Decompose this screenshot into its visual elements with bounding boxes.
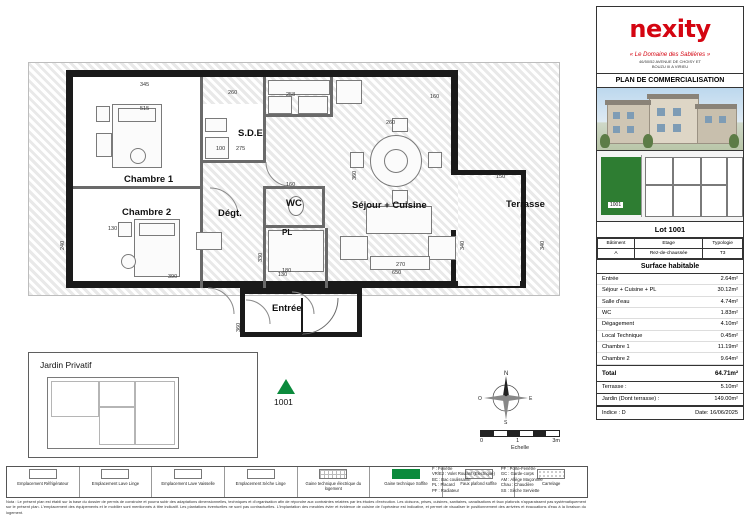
electrical-duct-icon xyxy=(319,469,347,479)
photo-tree xyxy=(643,134,653,148)
svg-text:O: O xyxy=(478,396,482,402)
abbrev-col-2 xyxy=(501,466,543,493)
dim-345: 345 xyxy=(140,82,150,88)
dim-100: 100 xyxy=(216,146,226,152)
surface-label: Chambre 2 xyxy=(602,355,630,362)
label-entree: Entrée xyxy=(272,303,302,314)
dim-650: 650 xyxy=(392,270,402,276)
lot-header-etage: Etage xyxy=(634,238,702,248)
document-title: PLAN DE COMMERCIALISATION xyxy=(597,73,743,88)
surface-value: 1.83m² xyxy=(720,310,738,317)
surface-label: Salle d'eau xyxy=(602,298,630,305)
legend-label: Emplacement Lave Linge xyxy=(91,481,140,486)
washer-icon xyxy=(101,469,129,479)
legend-label: Carrelage xyxy=(541,481,561,486)
date-label: Date: 16/06/2025 xyxy=(695,409,738,416)
abbrev-item: AM : Allège Maçonnée xyxy=(500,476,543,482)
dim-258: 258 xyxy=(286,92,296,98)
total-value: 64.71m² xyxy=(714,369,738,377)
garden-row xyxy=(597,394,743,406)
lot-marker-label: 1001 xyxy=(274,397,293,407)
surface-row xyxy=(597,353,743,364)
fridge-icon xyxy=(29,469,57,479)
photo-window xyxy=(657,124,665,132)
legend-item xyxy=(7,467,80,497)
legend-label: Emplacement Lave Vaisselle xyxy=(161,481,215,486)
photo-window xyxy=(613,126,620,133)
photo-roof-center xyxy=(647,94,699,99)
surface-row xyxy=(597,319,743,330)
building-photo xyxy=(597,88,743,151)
key-plan-unit xyxy=(673,157,701,185)
abbrev-item: GC : Garde-corps xyxy=(500,471,534,477)
lot-value-typologie: T3 xyxy=(703,248,743,258)
surface-value: 11.19m² xyxy=(717,344,738,351)
legend-item xyxy=(80,467,153,497)
dim-270: 270 xyxy=(396,262,406,268)
jardin-mini-room3 xyxy=(99,407,135,445)
surface-value: 4.10m² xyxy=(720,321,738,328)
key-plan xyxy=(597,151,743,222)
lot-header-batiment: Bâtiment xyxy=(598,238,635,248)
svg-text:N: N xyxy=(504,371,509,377)
surface-label: Dégagement xyxy=(602,321,635,328)
scale-tick-2: 3m xyxy=(552,438,560,444)
lot-header-typologie: Typologie xyxy=(703,238,743,248)
photo-window xyxy=(627,126,634,133)
photo-tree xyxy=(729,134,739,148)
photo-window xyxy=(705,116,712,123)
program-address xyxy=(597,58,743,73)
legend-item xyxy=(152,467,225,497)
dim-260: 260 xyxy=(228,90,238,96)
footer-row xyxy=(597,406,743,419)
photo-building-center xyxy=(649,98,699,144)
terrace-value: 5.10m² xyxy=(720,384,738,391)
nexity-logo xyxy=(597,7,743,51)
abbrev-item: F : Fenêtre xyxy=(432,466,453,471)
surface-list xyxy=(597,274,743,365)
garden-value: 149.00m² xyxy=(714,396,738,403)
brand-block xyxy=(596,6,744,420)
dim-180: 180 xyxy=(282,268,292,274)
abbrev-item: BC : Bac coulissante xyxy=(432,476,471,482)
label-sde: S.D.E xyxy=(238,128,263,139)
key-plan-unit xyxy=(727,157,743,217)
lot-table xyxy=(597,238,743,259)
key-plan-divider xyxy=(641,155,642,217)
dim-340: 340 xyxy=(460,240,466,250)
dryer-icon xyxy=(247,469,275,479)
photo-tree xyxy=(600,134,610,148)
dim-160: 160 xyxy=(286,182,296,188)
key-plan-unit xyxy=(701,157,727,185)
terrace-label: Terrasse : xyxy=(602,384,627,391)
legend-label: Emplacement Sèche Linge xyxy=(235,481,286,486)
abbrev-item: Chau : Chaudière xyxy=(500,482,534,488)
scale-bar xyxy=(480,430,560,451)
scale-tick-0: 0 xyxy=(480,438,484,444)
surface-row xyxy=(597,342,743,353)
surface-label: Entrée xyxy=(602,275,619,282)
scale-tick-1: 1 xyxy=(516,438,520,444)
jardin-mini-terrace xyxy=(135,381,175,445)
key-plan-unit xyxy=(701,185,727,217)
legend-item xyxy=(225,467,298,497)
surface-row xyxy=(597,331,743,342)
surface-label: Chambre 1 xyxy=(602,344,630,351)
legend-label: Emplacement Réfrigérateur xyxy=(17,481,69,486)
photo-window xyxy=(613,112,620,119)
abbrev-item: VR/EJ : Volet Roulant (Electrique) xyxy=(432,471,495,477)
surface-label: Local Technique xyxy=(602,332,643,339)
abbreviation-list xyxy=(432,466,587,493)
surface-row xyxy=(597,274,743,285)
abbrev-item: SS : Sèche Serviette xyxy=(500,487,540,493)
surface-row xyxy=(597,308,743,319)
entry-door-arc xyxy=(240,288,365,344)
abbrev-item: PL : Placard xyxy=(432,482,455,488)
legend-label: Faux plafond soffite xyxy=(460,481,497,486)
legend-label: Gaine technique électrique du logement xyxy=(305,481,362,492)
dim-360: 360 xyxy=(352,170,358,180)
label-degt: Dégt. xyxy=(218,208,242,219)
lot-value-etage: Rez-de-chaussée xyxy=(634,248,702,258)
technical-duct-icon xyxy=(392,469,420,479)
svg-text:S: S xyxy=(504,420,508,424)
dim-130: 130 xyxy=(278,272,288,278)
info-panel xyxy=(596,6,744,523)
dim-360b: 360 xyxy=(236,322,242,332)
key-plan-highlight xyxy=(601,157,641,215)
address-line-2: BOUZU III A VIRIEU xyxy=(651,64,689,70)
photo-window xyxy=(673,124,681,132)
photo-window xyxy=(657,108,665,116)
total-label: Total xyxy=(602,369,617,377)
label-pl: PL xyxy=(282,228,293,237)
lot-table-value-row xyxy=(598,248,743,258)
photo-window xyxy=(719,116,726,123)
surface-row xyxy=(597,285,743,296)
dim-390: 390 xyxy=(168,274,178,280)
scale-caption: Echelle xyxy=(510,445,530,451)
label-wc: WC xyxy=(286,198,302,209)
key-plan-lot-label: 1001 xyxy=(607,201,624,209)
garden-label: Jardin (Dont terrasse) : xyxy=(602,396,660,403)
dim-160b: 160 xyxy=(430,94,440,100)
label-chambre1: Chambre 1 xyxy=(124,174,174,185)
program-name: « Le Domaine des Sablières » xyxy=(629,52,711,58)
surface-label: Séjour + Cuisine + PL xyxy=(602,287,657,294)
photo-roof-left xyxy=(605,100,651,105)
key-plan-unit xyxy=(673,185,701,217)
dim-330: 330 xyxy=(258,252,264,262)
dishwasher-icon xyxy=(174,469,202,479)
surface-value: 30.12m² xyxy=(717,287,738,294)
abbrev-item: PF : Porte-Fenêtre xyxy=(500,466,536,471)
logo-text: nexity xyxy=(629,15,711,43)
surface-value: 4.74m² xyxy=(720,298,738,305)
abbrev-item: PF : Radiateur xyxy=(432,487,459,493)
lot-title: Lot 1001 xyxy=(597,222,743,238)
dim-130b: 130 xyxy=(108,226,118,232)
key-plan-unit xyxy=(645,185,673,217)
legend-item xyxy=(298,467,371,497)
surface-label: WC xyxy=(602,310,612,317)
lot-marker-triangle xyxy=(277,379,295,394)
photo-window xyxy=(673,108,681,116)
dim-240: 240 xyxy=(60,240,66,250)
lot-value-batiment: A xyxy=(598,248,635,258)
label-jardin-privatif: Jardin Privatif xyxy=(40,360,92,370)
lot-table-header-row xyxy=(598,238,743,248)
surface-row xyxy=(597,297,743,308)
surface-value: 0.45m² xyxy=(720,332,738,339)
abbrev-col-1 xyxy=(432,466,495,493)
photo-window xyxy=(627,112,634,119)
dim-150: 150 xyxy=(496,174,506,180)
compass-rose xyxy=(478,368,534,424)
label-terrasse: Terrasse xyxy=(506,199,545,210)
label-sejour: Séjour + Cuisine xyxy=(352,200,427,211)
dim-340b: 340 xyxy=(540,240,546,250)
jardin-mini-room2 xyxy=(99,381,135,407)
surface-title: Surface habitable xyxy=(597,259,743,274)
label-chambre2: Chambre 2 xyxy=(122,207,172,218)
surface-total-row xyxy=(597,365,743,382)
photo-roof-right xyxy=(695,104,737,109)
dim-275: 275 xyxy=(236,146,246,152)
svg-text:E: E xyxy=(529,396,533,402)
jardin-mini-room1 xyxy=(51,381,99,417)
surface-value: 9.64m² xyxy=(720,355,738,362)
key-plan-unit xyxy=(645,157,673,185)
legend-label: Gaine technique Soffite xyxy=(384,481,428,486)
address-line-1: 46/50/52 AVENUE DE CHOISY ET xyxy=(639,59,701,64)
indice-label: Indice : D xyxy=(602,409,626,416)
surface-value: 2.64m² xyxy=(720,275,738,282)
dim-260b: 260 xyxy=(386,120,396,126)
dim-515: 515 xyxy=(140,106,150,112)
legal-note: Nota : Le présent plan est établi sur la base du dossier de permis de construire et pourra subir des adaptations dimensionnelles, techniques et d'organisation afin de répondre aux contraintes relatées par les études d'exécution. Les cloisons, prises, cuisines, sanitaires, canalisations et faux plafonds n'apparaissent pas systématiquement sur le présent plan. L'emplacement des équipements et le mobilier sont mentionnés à titre indicatif. Les plantations éventuelles ne sont pas contractuelles. L'implantation des meubles évier et évidence de cuisine de l'opérateur est indicative, et permet de visualiser le positionnement des arrivées et évacuations d'eau à la livraison du logement. xyxy=(6,499,586,515)
terrace-row xyxy=(597,382,743,394)
